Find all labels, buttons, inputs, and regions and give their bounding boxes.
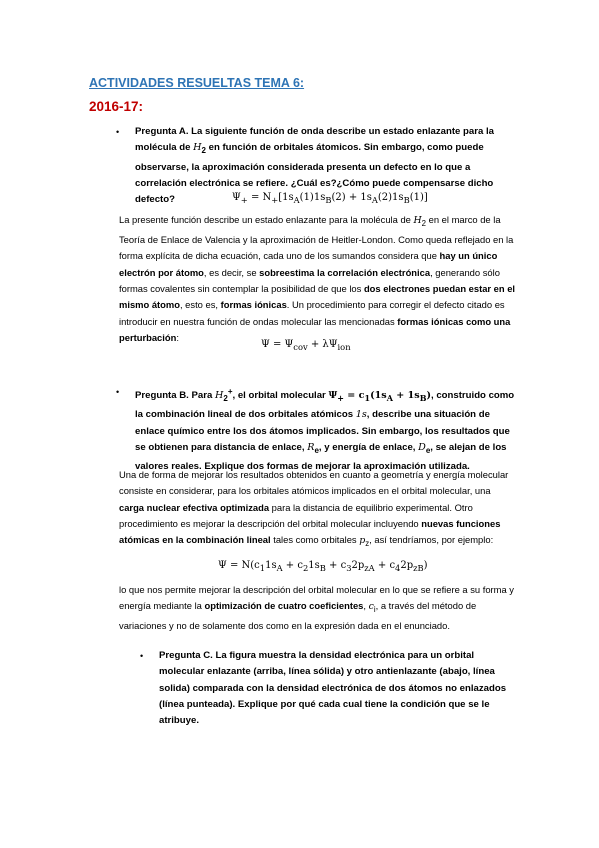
question-c: Pregunta C. La figura muestra la densidad electrónica para un orbital molecular enlazante (arriba, línea sólida) y otro antienlazante (abajo, línea solida) comparada con la densidad electrónica de dos átomos no enlazados (línea punteada). Explique por qué cada cual tiene la condición que se le atribuye. <box>159 650 507 727</box>
answer-b: Una de forma de mejorar los resultados obtenidos en cuanto a geometría y energía molecular consiste en considerar, para los orbitales atómicos implicados en el orbital molecular, una carga nuclear efectiva optimizada para la distancia de equilibrio experimental. Otro procedimiento es mejorar la descripción del orbital molecular incluyendo nuevas funciones atómicas en la combinación lineal tales como orbitales $p_z$, así tendríamos, por ejemplo: <box>119 469 509 549</box>
equation-a: $\Psi_+ = N_+[1s_A(1)1s_B(2) + 1s_A(2)1s_B(1)]$ <box>232 192 428 205</box>
question-b: Pregunta B. Para $H_2^+$, el orbital molecular $\Psi_+ = c_1(1s_A + 1s_B)$, construido como la combinación lineal de dos orbitales atómicos 1s, describe una situación de enlace químico entre los dos átomos implicados. Sin embargo, los resultados que se obtienen para distancia de enlace, $R_e$, y energía de enlace, $D_e$, se alejan de los valores reales. Explique dos formas de mejorar la aproximación utilizada. <box>135 387 515 473</box>
bullet-c: • <box>140 651 144 661</box>
bullet-b: • <box>116 387 120 397</box>
answer-b2: lo que nos permite mejorar la descripción del orbital molecular en lo que se refiere a su forma y energía mediante la optimización de cuatro coeficientes, $c_i$, a través del método de variaciones y no de solamente dos como en la expresión dada en el enunciado. <box>119 584 514 632</box>
page-title: ACTIVIDADES RESUELTAS TEMA 6: <box>89 76 305 90</box>
question-a: Pregunta A. La siguiente función de onda describe un estado enlazante para la molécula de $H_2$ en función de orbitales átomicos. Sin embargo, como puede observarse, la aproximación considerada presenta un defecto en lo que a correlación electrónica se refiere. ¿Cuál es?¿Cómo puede compensarse dicho defecto? <box>135 126 494 206</box>
equation-b: $\Psi = N(c_11s_A + c_21s_B + c_32p_{zA} + c_42p_{zB})$ <box>218 560 428 573</box>
bullet-a: • <box>116 127 120 137</box>
equation-a2: $\Psi = \Psi_{cov} + \lambda\Psi_{ion}$ <box>261 339 351 352</box>
answer-a: La presente función describe un estado enlazante para la molécula de $H_2$ en el marco de la Teoría de Enlace de Valencia y la aproximación de Heitler-London. Como queda reflejado en la forma explícita de dicha ecuación, cada uno de los sumandos considera que hay un único electrón por átomo, es decir, se sobreestima la correlación electrónica, generando sólo formas covalentes sin contemplar la posibilidad de que los dos electrones puedan estar en el mismo átomo, esto es, formas iónicas. Un procedimiento para corregir el defecto citado es introducir en nuestra función de ondas molecular las mencionadas formas iónicas como una perturbación: <box>119 214 516 343</box>
year-heading: 2016-17: <box>89 99 144 114</box>
